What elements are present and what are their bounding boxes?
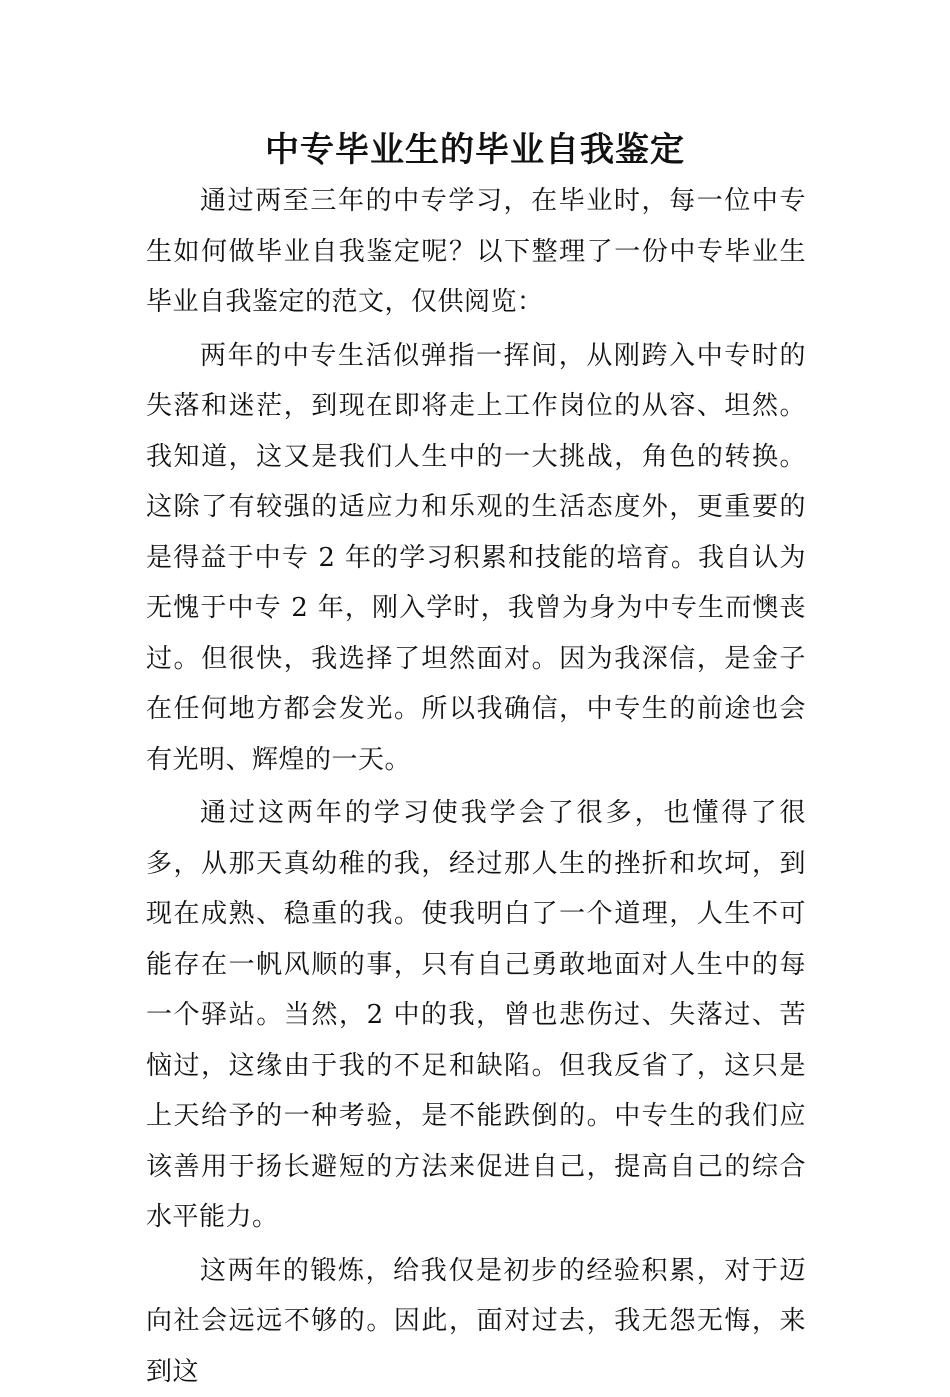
paragraph-3: 通过这两年的学习使我学会了很多，也懂得了很多，从那天真幼稚的我，经过那人生的挫折和坎坷，到现在成熟、稳重的我。使我明白了一个道理，人生不可能存在一帆风顺的事，只有自己勇敢地面对人生中的每一个驿站。当然，2 中的我，曾也悲伤过、失落过、苦恼过，这缘由于我的不足和缺陷。但我反省了，这只是上天给予的一种考验，是不能跌倒的。中专生的我们应该善用于扬长避短的方法来促进自己，提高自己的综合水平能力。 [146,788,806,1243]
paragraph-intro: 通过两至三年的中专学习，在毕业时，每一位中专生如何做毕业自我鉴定呢？以下整理了一份中专毕业生毕业自我鉴定的范文，仅供阅览： [146,176,806,328]
paragraph-2: 两年的中专生活似弹指一挥间，从刚跨入中专时的失落和迷茫，到现在即将走上工作岗位的从容、坦然。我知道，这又是我们人生中的一大挑战，角色的转换。这除了有较强的适应力和乐观的生活态度外，更重要的是得益于中专 2 年的学习积累和技能的培育。我自认为无愧于中专 2 年，刚入学时，我曾为身为中专生而懊丧过。但很快，我选择了坦然面对。因为我深信，是金子在任何地方都会发光。所以我确信，中专生的前途也会有光明、辉煌的一天。 [146,331,806,786]
document-title: 中专毕业生的毕业自我鉴定 [0,128,950,172]
document-body [146,176,806,1397]
paragraph-4: 这两年的锻炼，给我仅是初步的经验积累，对于迈向社会远远不够的。因此，面对过去，我无怨无悔，来到这 [146,1246,806,1397]
